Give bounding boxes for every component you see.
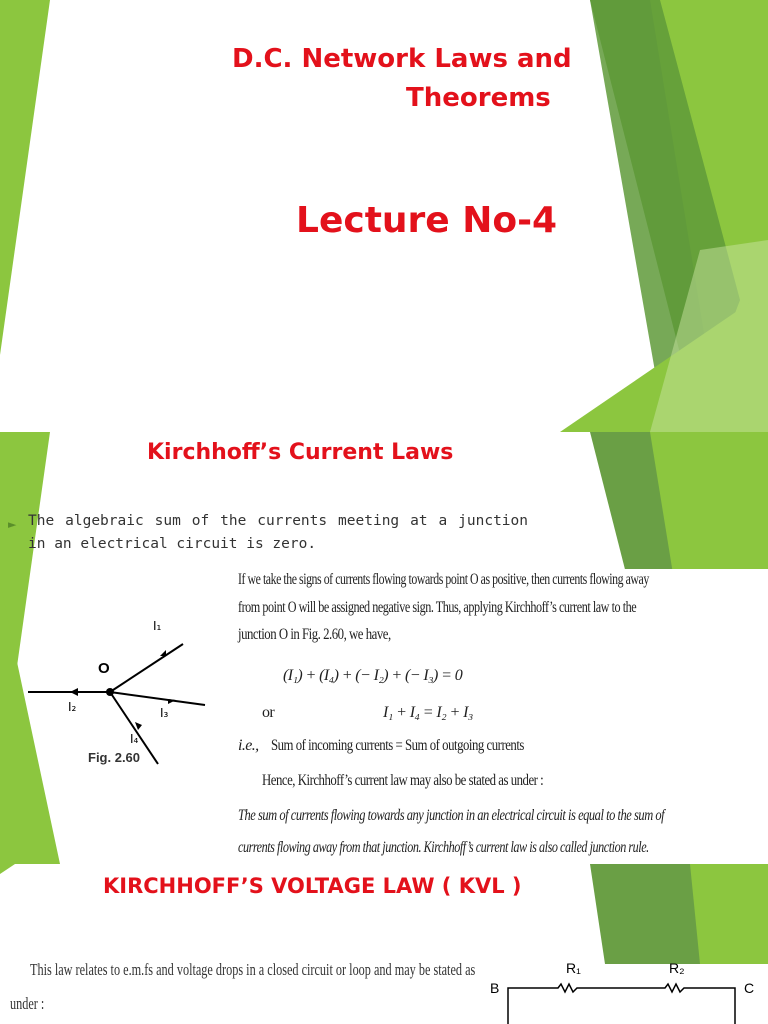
resistor-label: R₂ (669, 960, 685, 976)
slide-2 (0, 432, 768, 864)
bullet-arrow-icon: ► (8, 518, 17, 531)
circuit-diagram (490, 959, 760, 1024)
current-label: I₂ (68, 700, 77, 714)
textbook-excerpt (228, 569, 768, 864)
kcl-bullet-text: The algebraic sum of the currents meeting at a junction in an electrical circuit is zero. (28, 513, 528, 552)
resistor-label: R₁ (566, 960, 581, 976)
excerpt-line: i.e., (238, 737, 259, 754)
node-label: B (490, 980, 500, 996)
current-label: I₄ (130, 732, 139, 746)
excerpt-line: The sum of currents flowing towards any junction in an electrical circuit is equal to the sum of (238, 807, 665, 824)
kvl-heading: KIRCHHOFF’S VOLTAGE LAW ( KVL ) (103, 874, 522, 898)
excerpt-line: Hence, Kirchhoff’s current law may also be stated as under : (262, 772, 544, 789)
equation: (I₁) + (I₄) + (− I₂) + (− I₃) = 0 (283, 667, 463, 684)
deck-title-line2: Theorems (406, 83, 551, 113)
excerpt-line: or (262, 704, 275, 721)
node-label: C (744, 980, 755, 996)
slide-3 (0, 864, 768, 1024)
kvl-text: under : (10, 994, 45, 1013)
current-label: I₁ (153, 619, 162, 633)
excerpt-line: from point O will be assigned negative sign. Thus, applying Kirchhoff’s current law to the (238, 599, 637, 616)
kcl-heading: Kirchhoff’s Current Laws (147, 440, 454, 465)
junction-diagram (20, 612, 220, 772)
kvl-text: This law relates to e.m.fs and voltage drops in a closed circuit or loop and may be stated as (30, 960, 476, 979)
excerpt-line: currents flowing away from that junction. Kirchhoff’s current law is also called junction rule. (238, 839, 649, 856)
excerpt-line: If we take the signs of currents flowing towards point O as positive, then currents flowing away (238, 571, 649, 588)
excerpt-line: junction O in Fig. 2.60, we have, (238, 626, 391, 643)
excerpt-line: Sum of incoming currents = Sum of outgoing currents (271, 737, 524, 754)
current-label: I₃ (160, 706, 169, 720)
node-label: O (98, 660, 110, 677)
equation: I₁ + I₄ = I₂ + I₃ (383, 704, 473, 721)
slide-1 (0, 0, 768, 432)
lecture-number: Lecture No-4 (296, 200, 558, 241)
figure-caption: Fig. 2.60 (88, 750, 141, 765)
junction-figure (20, 612, 220, 776)
deck-title: D.C. Network Laws and (232, 44, 572, 74)
